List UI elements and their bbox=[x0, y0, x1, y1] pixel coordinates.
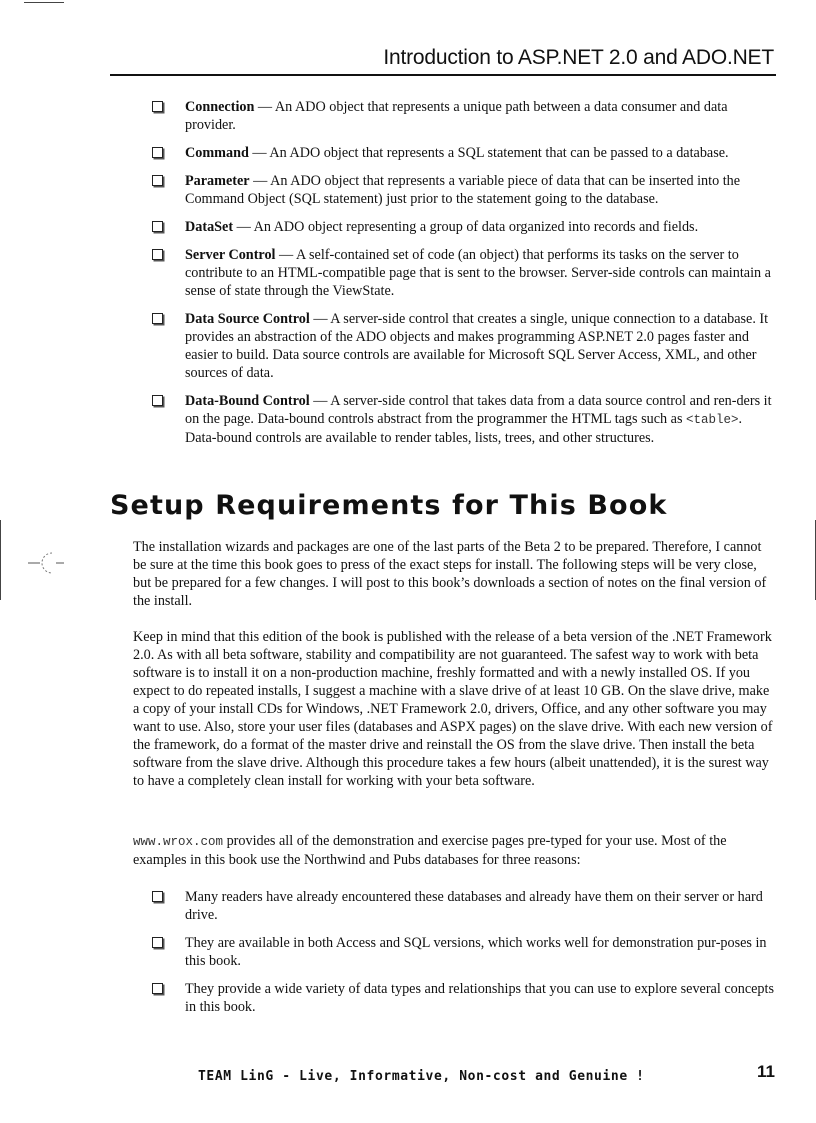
checkbox-bullet-icon bbox=[152, 147, 163, 158]
list-item bbox=[152, 218, 776, 236]
crop-mark-left bbox=[0, 520, 1, 600]
glossary-term: DataSet bbox=[185, 219, 234, 235]
list-item bbox=[152, 888, 776, 924]
section-heading: Setup Requirements for This Book bbox=[110, 490, 668, 521]
glossary-definition: . Data-bound controls are available to render tables, lists, trees, and other structures. bbox=[185, 411, 743, 446]
running-head: Introduction to ASP.NET 2.0 and ADO.NET bbox=[383, 46, 774, 69]
page-number: 11 bbox=[757, 1062, 775, 1081]
list-item bbox=[152, 310, 776, 382]
registration-mark-icon bbox=[28, 548, 68, 578]
list-item bbox=[152, 392, 776, 447]
reason-text: They provide a wide variety of data types and relationships that you can use to explore several concepts in this book. bbox=[185, 981, 774, 1015]
reason-text: Many readers have already encountered these databases and already have them on their server or hard drive. bbox=[185, 889, 763, 923]
checkbox-bullet-icon bbox=[152, 175, 163, 186]
header-rule bbox=[110, 74, 776, 76]
glossary-term: Data Source Control bbox=[185, 311, 310, 327]
footer-tagline: TEAM LinG - Live, Informative, Non-cost and Genuine ! bbox=[198, 1069, 645, 1084]
glossary-definition: — A server-side control that takes data from a data source control and ren-ders it on the page. Data-bound controls abstract from the programmer the HTML tags such as bbox=[185, 393, 772, 427]
glossary-definition: — An ADO object that represents a unique path between a data consumer and data provider. bbox=[185, 99, 728, 133]
reason-text: They are available in both Access and SQL versions, which works well for demonstration pur-poses in this book. bbox=[185, 935, 767, 969]
checkbox-bullet-icon bbox=[152, 249, 163, 260]
crop-mark-top bbox=[24, 2, 64, 3]
url-code: www.wrox.com bbox=[133, 835, 224, 849]
list-item bbox=[152, 980, 776, 1016]
glossary-definition: — A self-contained set of code (an object) that performs its tasks on the server to contribute to an HTML-compatible page that is sent to the browser. Server-side controls can maintain a sense of state through the ViewState. bbox=[185, 247, 771, 299]
checkbox-bullet-icon bbox=[152, 891, 163, 902]
checkbox-bullet-icon bbox=[152, 937, 163, 948]
checkbox-bullet-icon bbox=[152, 313, 163, 324]
glossary-term: Data-Bound Control bbox=[185, 393, 310, 409]
html-tag-code: <table> bbox=[686, 413, 739, 427]
glossary-definition: — An ADO object that represents a SQL statement that can be passed to a database. bbox=[248, 145, 729, 161]
glossary-definition: — An ADO object that represents a variable piece of data that can be inserted into the Command Object (SQL statement) just prior to the statement going to the database. bbox=[185, 173, 741, 207]
glossary-term: Connection bbox=[185, 99, 255, 115]
glossary-term: Command bbox=[185, 145, 249, 161]
list-item bbox=[152, 172, 776, 208]
reasons-list bbox=[152, 888, 776, 1016]
list-item bbox=[152, 246, 776, 300]
glossary-definition: — An ADO object representing a group of data organized into records and fields. bbox=[233, 219, 699, 235]
glossary-definition: — A server-side control that creates a single, unique connection to a database. It provides an abstraction of the ADO objects and makes programming ASP.NET 2.0 pages faster and easier to build. Data source controls are available for Microsoft SQL Server Access, XML, and other sources of data. bbox=[185, 311, 769, 381]
glossary-list bbox=[152, 98, 776, 447]
checkbox-bullet-icon bbox=[152, 983, 163, 994]
checkbox-bullet-icon bbox=[152, 101, 163, 112]
glossary-term: Parameter bbox=[185, 173, 250, 189]
paragraph-beta-advice: Keep in mind that this edition of the book is published with the release of a beta version of the .NET Framework 2.0. As with all beta software, stability and compatibility are not guaranteed. The safest way to work with beta software is to install it on a non-production machine, freshly formatted and with a newly installed OS. If you expect to do repeated installs, I suggest a machine with a slave drive of at least 10 GB. On the slave drive, make a copy of your install CDs for Windows, .NET Framework 2.0, drivers, Office, and any other software you may want to use. Also, store your user files (databases and ASPX pages) on the slave drive. With each new version of the framework, do a format of the master drive and reinstall the OS from the slave drive. Then install the beta software from the slave drive. Although this procedure takes a few hours (albeit unattended), it is the surest way to have a completely clean install for working with your beta software. bbox=[133, 629, 773, 789]
checkbox-bullet-icon bbox=[152, 395, 163, 406]
list-item bbox=[152, 144, 776, 162]
paragraph-downloads: www.wrox.com provides all of the demonstration and exercise pages pre-typed for your use. Most of the examples in this book use the Northwind and Pubs databases for three reasons: bbox=[133, 833, 727, 868]
glossary-term: Server Control bbox=[185, 247, 276, 263]
list-item bbox=[152, 98, 776, 134]
checkbox-bullet-icon bbox=[152, 221, 163, 232]
list-item bbox=[152, 934, 776, 970]
paragraph-install-notes: The installation wizards and packages are one of the last parts of the Beta 2 to be prepared. Therefore, I cannot be sure at the time this book goes to press of the exact steps for install. The following steps will be very close, but be prepared for a few changes. I will post to this book’s downloads a section of notes on the final version of the install. bbox=[133, 539, 767, 609]
